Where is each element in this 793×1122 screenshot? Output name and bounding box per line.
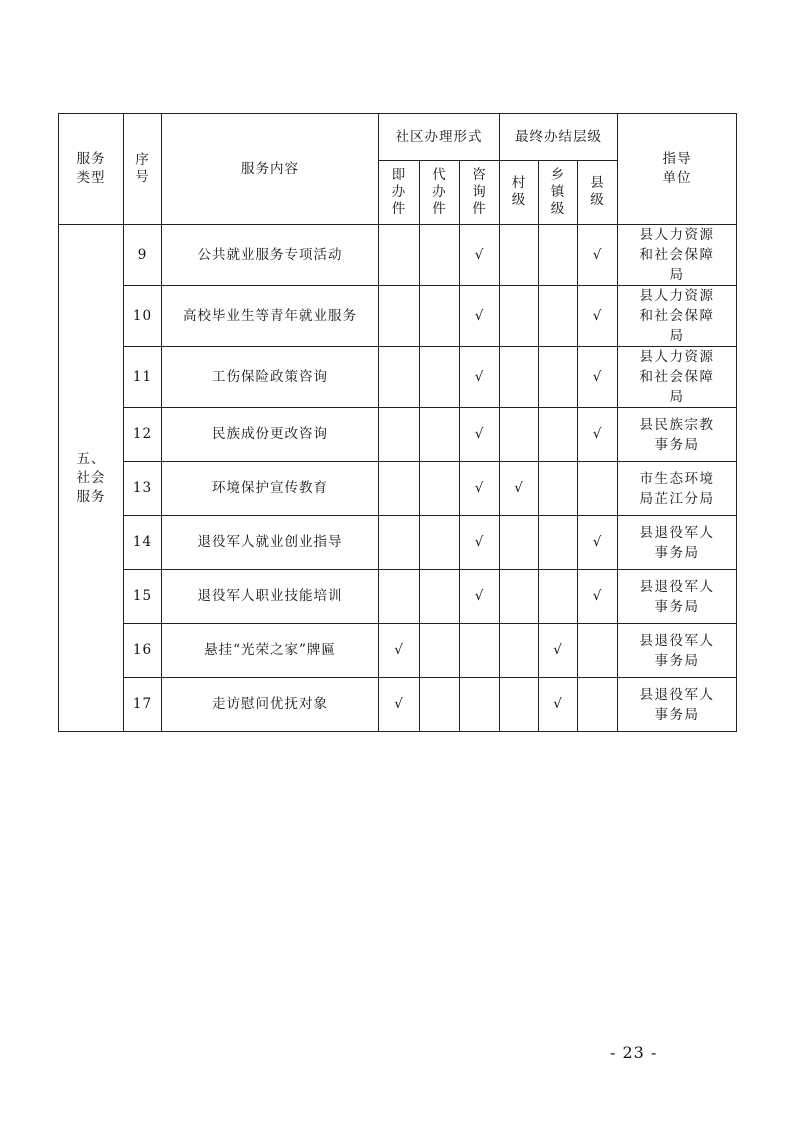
table-row	[59, 678, 737, 732]
guide-unit-cell: 县退役军人事务局	[618, 624, 737, 678]
check-mark-cell: √	[539, 678, 578, 732]
empty-cell	[500, 624, 539, 678]
empty-cell	[578, 678, 618, 732]
empty-cell	[420, 408, 460, 462]
empty-cell	[578, 462, 618, 516]
empty-cell	[379, 286, 420, 347]
content-cell: 悬挂“光荣之家”牌匾	[162, 624, 379, 678]
check-mark-cell: √	[539, 624, 578, 678]
header-form-consult: 咨询件	[460, 161, 500, 225]
guide-unit-cell: 县退役军人事务局	[618, 516, 737, 570]
table-row	[59, 225, 737, 286]
empty-cell	[420, 624, 460, 678]
check-mark-cell: √	[460, 225, 500, 286]
service-table	[58, 113, 737, 732]
seq-cell: 9	[124, 225, 162, 286]
table-row	[59, 516, 737, 570]
table-row	[59, 408, 737, 462]
empty-cell	[539, 516, 578, 570]
table-row	[59, 286, 737, 347]
guide-unit-cell: 市生态环境局芷江分局	[618, 462, 737, 516]
empty-cell	[420, 347, 460, 408]
guide-unit-cell: 县人力资源和社会保障局	[618, 286, 737, 347]
check-mark-cell: √	[460, 516, 500, 570]
header-content: 服务内容	[162, 114, 379, 225]
check-mark-cell: √	[578, 408, 618, 462]
check-mark-cell: √	[460, 570, 500, 624]
empty-cell	[379, 225, 420, 286]
header-level-county: 县级	[578, 161, 618, 225]
empty-cell	[460, 624, 500, 678]
empty-cell	[500, 347, 539, 408]
table-row	[59, 347, 737, 408]
header-community-form: 社区办理形式	[379, 114, 500, 161]
page-number: - 23 -	[610, 1043, 658, 1062]
empty-cell	[500, 286, 539, 347]
empty-cell	[379, 347, 420, 408]
check-mark-cell: √	[578, 570, 618, 624]
empty-cell	[539, 462, 578, 516]
header-seq: 序号	[124, 114, 162, 225]
seq-cell: 16	[124, 624, 162, 678]
empty-cell	[500, 516, 539, 570]
check-mark-cell: √	[379, 624, 420, 678]
content-cell: 退役军人就业创业指导	[162, 516, 379, 570]
content-cell: 高校毕业生等青年就业服务	[162, 286, 379, 347]
empty-cell	[500, 570, 539, 624]
seq-cell: 10	[124, 286, 162, 347]
check-mark-cell: √	[379, 678, 420, 732]
header-final-level: 最终办结层级	[500, 114, 618, 161]
check-mark-cell: √	[460, 462, 500, 516]
seq-cell: 12	[124, 408, 162, 462]
content-cell: 退役军人职业技能培训	[162, 570, 379, 624]
check-mark-cell: √	[460, 408, 500, 462]
guide-unit-cell: 县民族宗教事务局	[618, 408, 737, 462]
check-mark-cell: √	[578, 347, 618, 408]
empty-cell	[379, 516, 420, 570]
empty-cell	[460, 678, 500, 732]
empty-cell	[420, 570, 460, 624]
header-guide-unit: 指导单位	[618, 114, 737, 225]
content-cell: 工伤保险政策咨询	[162, 347, 379, 408]
content-cell: 公共就业服务专项活动	[162, 225, 379, 286]
header-row-1	[59, 114, 737, 161]
table-row	[59, 462, 737, 516]
check-mark-cell: √	[578, 286, 618, 347]
empty-cell	[539, 570, 578, 624]
seq-cell: 17	[124, 678, 162, 732]
header-form-proxy: 代办件	[420, 161, 460, 225]
empty-cell	[578, 624, 618, 678]
header-category: 服务类型	[59, 114, 124, 225]
guide-unit-cell: 县退役军人事务局	[618, 678, 737, 732]
seq-cell: 15	[124, 570, 162, 624]
empty-cell	[500, 225, 539, 286]
category-cell: 五、社会服务	[59, 225, 124, 732]
check-mark-cell: √	[578, 225, 618, 286]
header-level-village: 村级	[500, 161, 539, 225]
check-mark-cell: √	[460, 347, 500, 408]
seq-cell: 14	[124, 516, 162, 570]
check-mark-cell: √	[460, 286, 500, 347]
guide-unit-cell: 县退役军人事务局	[618, 570, 737, 624]
content-cell: 环境保护宣传教育	[162, 462, 379, 516]
empty-cell	[539, 408, 578, 462]
guide-unit-cell: 县人力资源和社会保障局	[618, 225, 737, 286]
header-level-town: 乡镇级	[539, 161, 578, 225]
empty-cell	[379, 408, 420, 462]
empty-cell	[420, 286, 460, 347]
empty-cell	[539, 347, 578, 408]
table-row	[59, 570, 737, 624]
empty-cell	[420, 225, 460, 286]
empty-cell	[420, 462, 460, 516]
empty-cell	[379, 462, 420, 516]
seq-cell: 11	[124, 347, 162, 408]
empty-cell	[379, 570, 420, 624]
check-mark-cell: √	[500, 462, 539, 516]
check-mark-cell: √	[578, 516, 618, 570]
empty-cell	[539, 225, 578, 286]
content-cell: 民族成份更改咨询	[162, 408, 379, 462]
seq-cell: 13	[124, 462, 162, 516]
guide-unit-cell: 县人力资源和社会保障局	[618, 347, 737, 408]
table-row	[59, 624, 737, 678]
empty-cell	[500, 408, 539, 462]
header-form-instant: 即办件	[379, 161, 420, 225]
empty-cell	[420, 678, 460, 732]
content-cell: 走访慰问优抚对象	[162, 678, 379, 732]
empty-cell	[420, 516, 460, 570]
empty-cell	[539, 286, 578, 347]
empty-cell	[500, 678, 539, 732]
